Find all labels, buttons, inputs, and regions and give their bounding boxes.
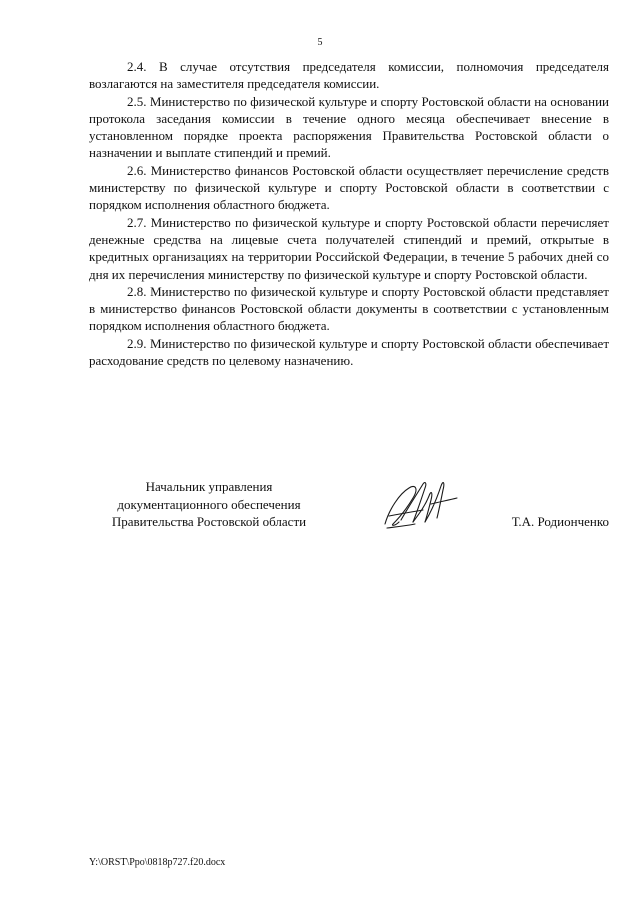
paragraph-2-9: 2.9. Министерство по физической культуре и спорту Ростовской области обеспечивает расходование средств по целевому назначению.: [89, 335, 609, 369]
handwritten-signature-icon: [379, 472, 459, 534]
signatory-title: [89, 478, 329, 531]
signatory-name: Т.А. Родионченко: [511, 514, 609, 529]
signatory-title-line: Начальник управления: [145, 479, 273, 494]
signatory-title-line: Правительства Ростовской области: [111, 514, 307, 529]
page-number: 5: [317, 37, 323, 48]
paragraph-2-4: 2.4. В случае отсутствия председателя комиссии, полномочия председателя возлагаются на заместителя председателя комиссии.: [89, 59, 609, 92]
document-body: [89, 58, 609, 369]
file-path: Y:\ORST\Ppo\0818p727.f20.docx: [89, 857, 226, 868]
signature-block: [89, 478, 609, 538]
paragraph-2-5: 2.5. Министерство по физической культуре и спорту Ростовской области на основании протокола заседания комиссии в течение одного месяца обеспечивает внесение в установленном порядке проекта распоряжения Правительства Ростовской области о назначении и выплате стипендий и премий.: [89, 93, 609, 161]
paragraph-2-6: 2.6. Министерство финансов Ростовской области осуществляет перечисление средств министерству по физической культуре и спорту Ростовской области в соответствии с порядком исполнения областного бюджета.: [89, 162, 609, 213]
paragraph-2-7: 2.7. Министерство по физической культуре и спорту Ростовской области перечисляет денежные средства на лицевые счета получателей стипендий и премий, открытые в кредитных организациях на территории Российской Федерации, в течение 5 рабочих дней со дня их перечисления министерству по физической культуре и спорту Ростовской области.: [89, 214, 609, 282]
paragraph-2-8: 2.8. Министерство по физической культуре и спорту Ростовской области представляет в министерство финансов Ростовской области документы в соответствии с установленным порядком исполнения областного бюджета.: [89, 283, 609, 334]
signatory-title-line: документационного обеспечения: [117, 496, 301, 512]
